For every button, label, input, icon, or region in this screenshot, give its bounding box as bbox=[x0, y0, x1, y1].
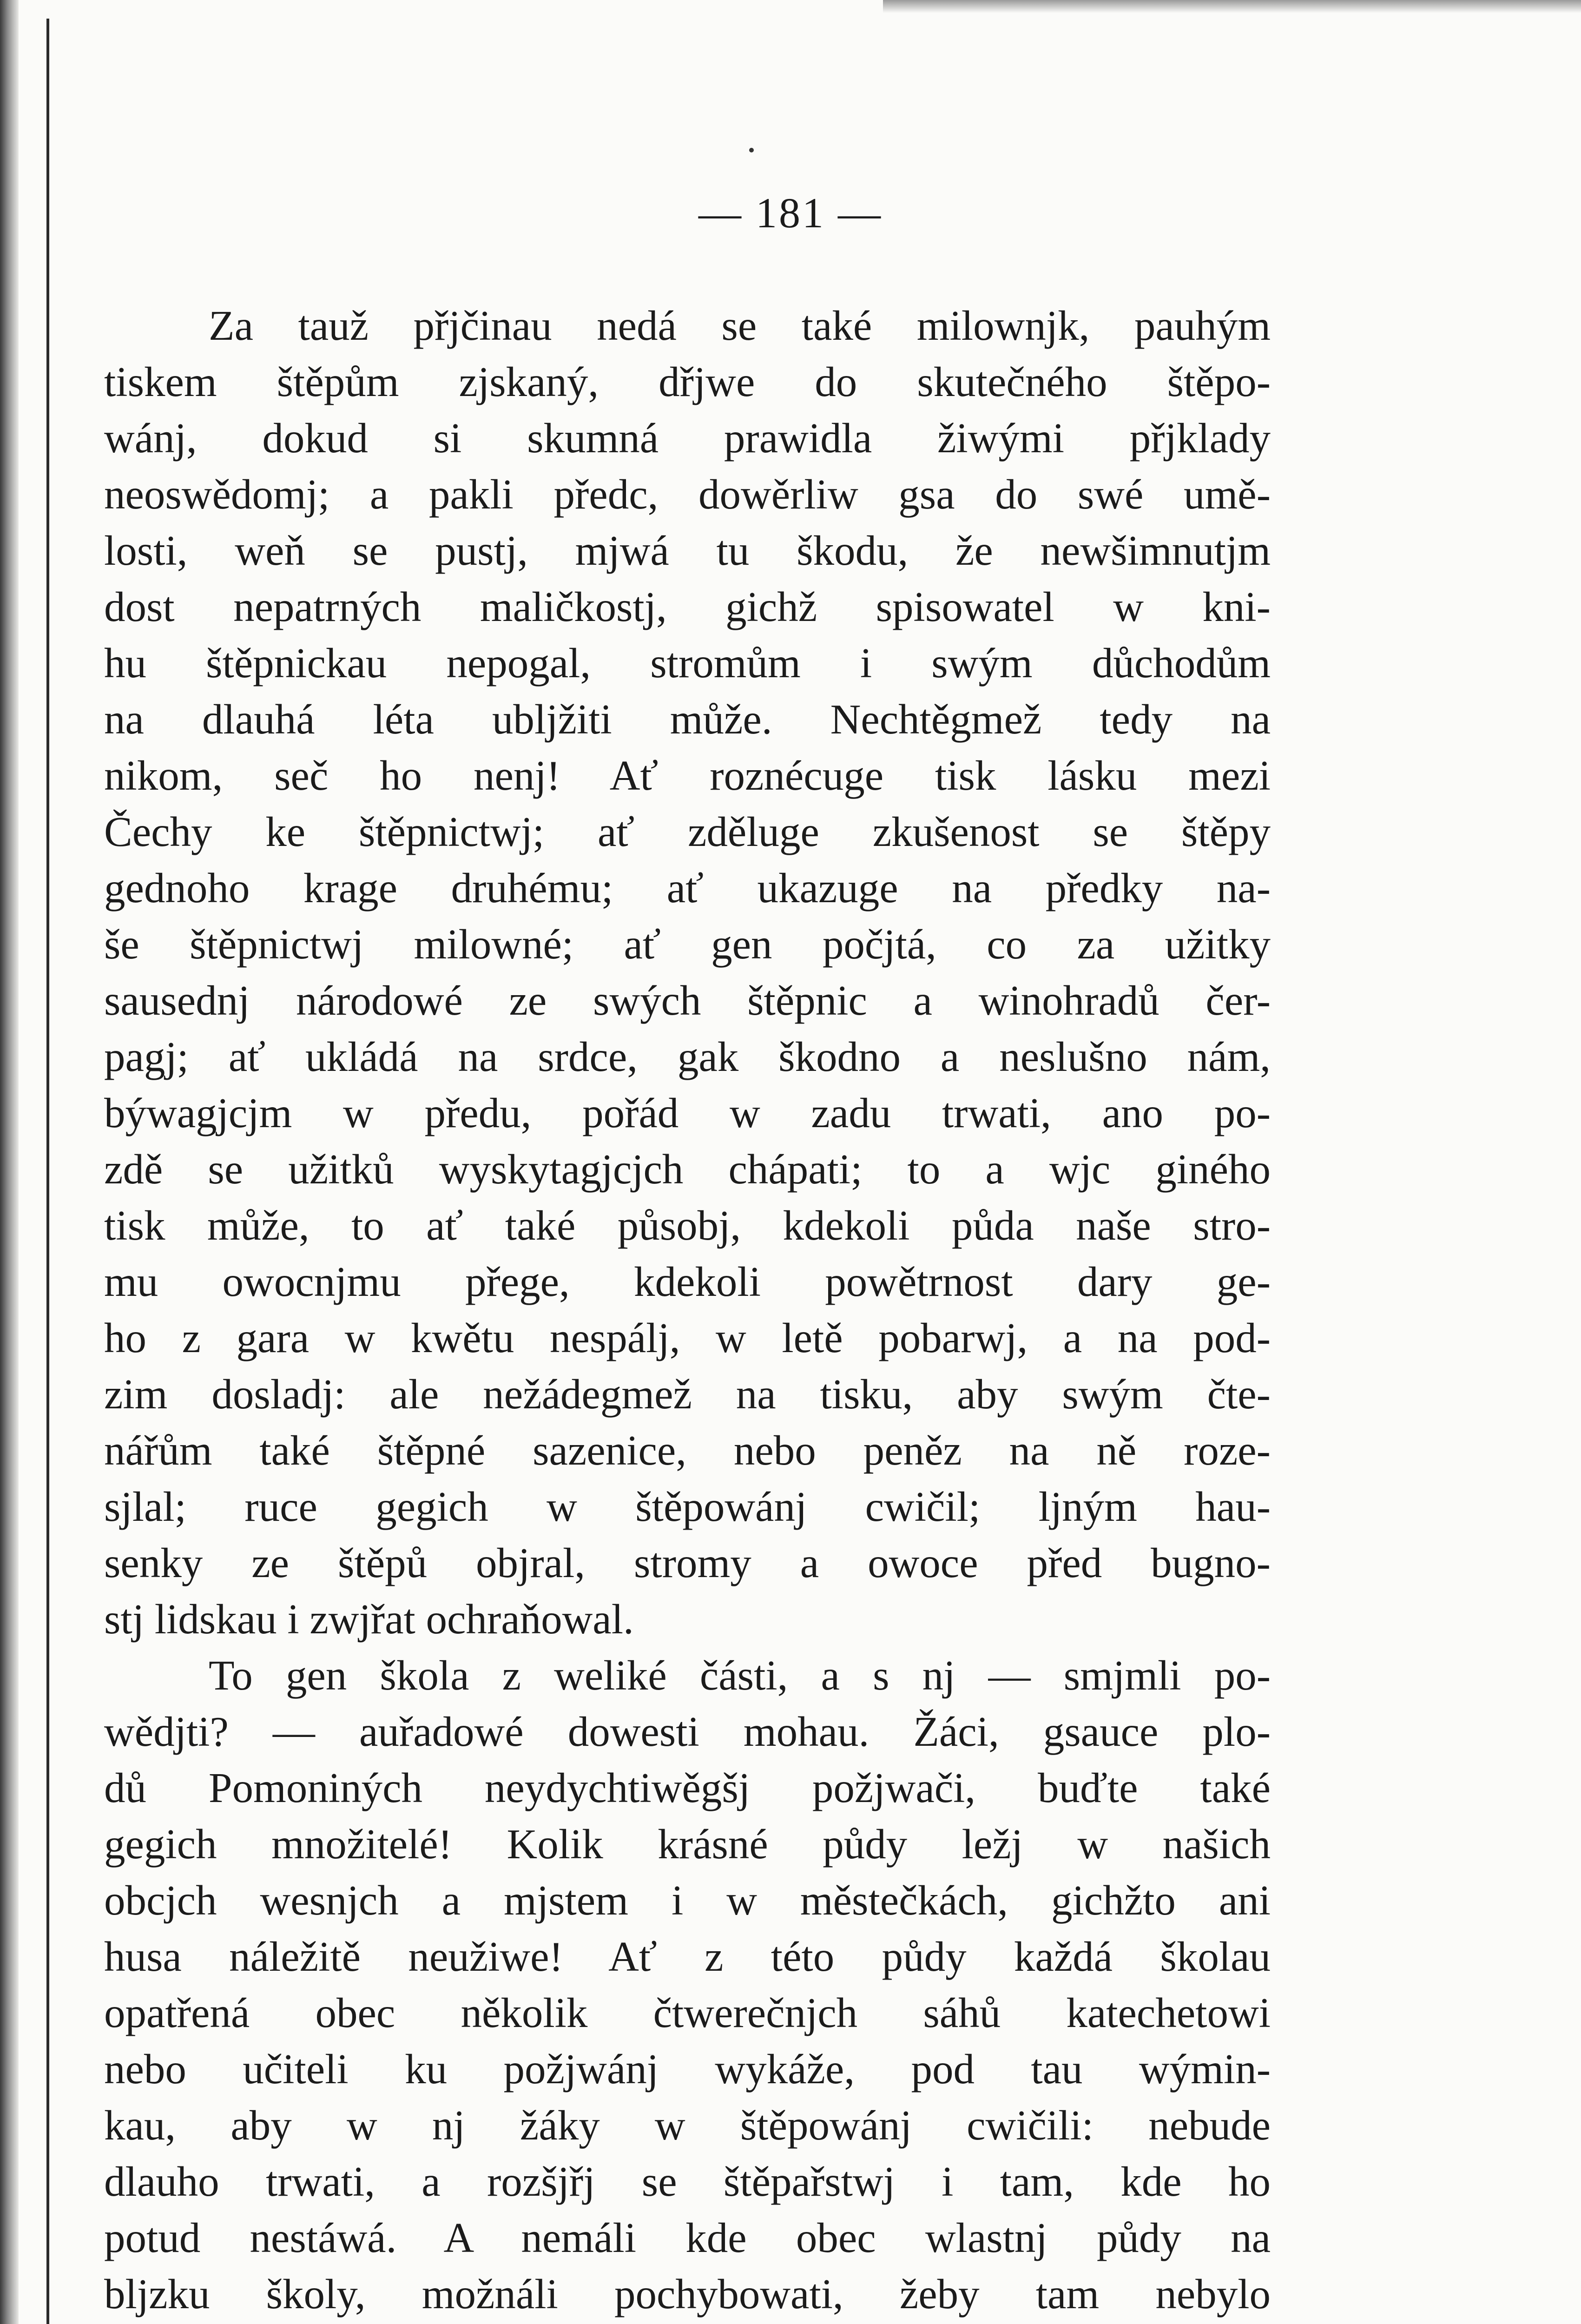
text-line bbox=[104, 2322, 1271, 2324]
text-line: Čechy ke štěpnictwj; ať zděluge zkušenost se štěpy bbox=[104, 808, 1271, 855]
text-line: opatřená obec několik čtwerečnjch sáhů katechetowi bbox=[104, 1989, 1271, 2036]
text-line: na dlauhá léta ublјžiti může. Nechtěgmež tedy na bbox=[104, 696, 1271, 743]
scan-shadow bbox=[883, 0, 1581, 13]
text-line: tisk může, to ať také působj, kdekoli půda naše stro- bbox=[104, 1202, 1271, 1249]
text-line: sausednj národowé ze swých štěpnic a winohradů čer- bbox=[104, 977, 1271, 1024]
text-line: hu štěpnickau nepogal, stromům i swým důchodům bbox=[104, 640, 1271, 687]
text-line: losti, weň se pustj, mjwá tu škodu, že newšimnutjm bbox=[104, 527, 1271, 574]
text-line: bljzku školy, možnáli pochybowati, žeby tam nebylo bbox=[104, 2271, 1271, 2317]
text-line: še štěpnictwj milowné; ať gen počjtá, co za užitky bbox=[104, 921, 1271, 968]
text-line: senky ze štěpů objral, stromy a owoce před bugno- bbox=[104, 1539, 1271, 1586]
text-line: stj lidskau i zwjřat ochraňowal. bbox=[104, 1596, 634, 1643]
body-text bbox=[104, 297, 1271, 2324]
text-line: potud nestáwá. A nemáli kde obec wlastnj půdy na bbox=[104, 2214, 1271, 2261]
text-line: dů Pomoniných neydychtiwěgšj požjwači, buďte také bbox=[104, 1764, 1271, 1811]
text-line: dlauho trwati, a rozšjřj se štěpařstwj i tam, kde ho bbox=[104, 2158, 1271, 2205]
text-line: To gen škola z weliké části, a s nj — smjmli po- bbox=[209, 1652, 1271, 1699]
page-binding-edge bbox=[0, 0, 19, 2324]
text-line: mu owocnjmu přege, kdekoli powětrnost dary ge- bbox=[104, 1258, 1271, 1305]
text-line: sjlal; ruce gegich w štěpowánj cwičil; ljným hau- bbox=[104, 1483, 1271, 1530]
ink-speck bbox=[749, 148, 754, 152]
text-line: nikom, seč ho nenj! Ať roznécuge tisk lásku mezi bbox=[104, 752, 1271, 799]
text-line: kau, aby w nj žáky w štěpowánj cwičili: nebude bbox=[104, 2102, 1271, 2149]
text-line: nebo učiteli ku požjwánj wykáže, pod tau wýmin- bbox=[104, 2046, 1271, 2093]
paragraph bbox=[104, 297, 1271, 1647]
text-line: tiskem štěpům zjskaný, dřjwe do skutečného štěpo- bbox=[104, 358, 1271, 405]
text-line: husa náležitě neužiwe! Ať z této půdy každá školau bbox=[104, 1933, 1271, 1980]
text-line: obcjch wesnjch a mjstem i w městečkách, gichžto ani bbox=[104, 1877, 1271, 1924]
text-line: gegich množitelé! Kolik krásné půdy ležj w našich bbox=[104, 1821, 1271, 1868]
text-line: Za tauž přjčinau nedá se také milownjk, pauhým bbox=[209, 302, 1271, 349]
text-line: ho z gara w kwětu nespálj, w letě pobarwj, a na pod- bbox=[104, 1314, 1271, 1361]
page-left-border bbox=[46, 19, 49, 2324]
text-line: pagj; ať ukládá na srdce, gak škodno a neslušno nám, bbox=[104, 1033, 1271, 1080]
text-line: dost nepatrných maličkostj, gichž spisowatel w kni- bbox=[104, 583, 1271, 630]
text-line: zdě se užitků wyskytagjcjch chápati; to a wjc giného bbox=[104, 1146, 1271, 1193]
text-line: gednoho krage druhému; ať ukazuge na předky na- bbox=[104, 865, 1271, 911]
paragraph bbox=[104, 1647, 1271, 2324]
text-line: nářům také štěpné sazenice, nebo peněz na ně roze- bbox=[104, 1427, 1271, 1474]
text-line: wědjti? — auřadowé dowesti mohau. Žáci, gsauce plo- bbox=[104, 1708, 1271, 1755]
text-line: zim dosladj: ale nežádegmež na tisku, aby swým čte- bbox=[104, 1371, 1271, 1418]
text-line: býwagjcjm w předu, pořád w zadu trwati, ano po- bbox=[104, 1089, 1271, 1136]
text-line: neoswědomj; a pakli předc, dowěrliw gsa do swé umě- bbox=[104, 471, 1271, 518]
text-line: wánj, dokud si skumná prawidla žiwými přjklady bbox=[104, 415, 1271, 462]
page-number: — 181 — bbox=[698, 189, 883, 237]
